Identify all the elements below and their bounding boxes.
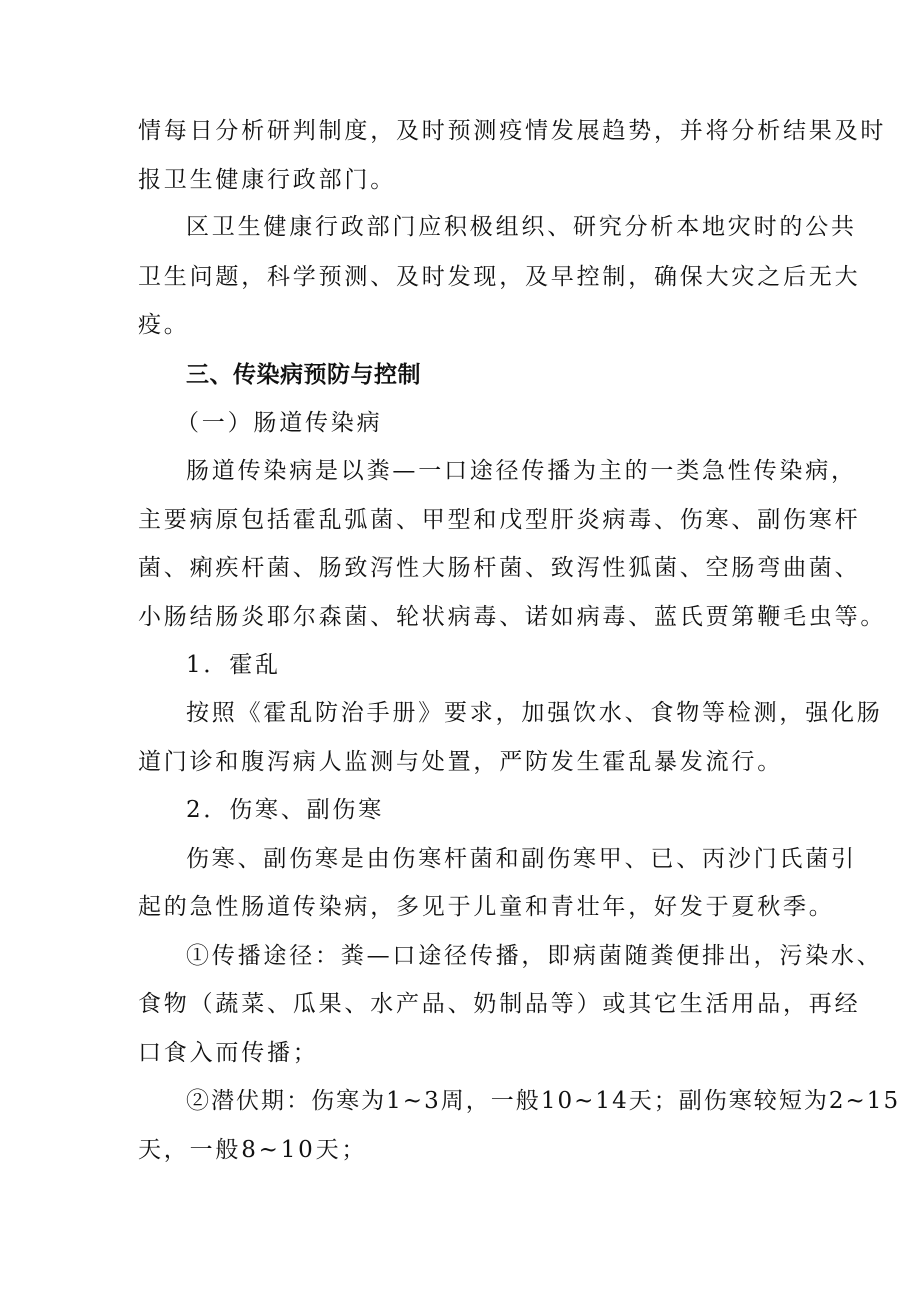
paragraph-line: 肠道传染病是以粪—一口途径传播为主的一类急性传染病， <box>186 458 857 484</box>
paragraph-line: 小肠结肠炎耶尔森菌、轮状病毒、诺如病毒、蓝氏贾第鞭毛虫等。 <box>138 604 887 630</box>
paragraph-line: 按照《霍乱防治手册》要求，加强饮水、食物等检测，强化肠 <box>186 700 883 726</box>
paragraph-line: 伤寒、副伤寒是由伤寒杆菌和副伤寒甲、已、丙沙门氏菌引 <box>186 846 857 872</box>
paragraph-line: 卫生问题，科学预测、及时发现，及早控制，确保大灾之后无大 <box>138 264 861 290</box>
paragraph-line: 疫。 <box>138 312 190 338</box>
subsection-heading: （一）肠道传染病 <box>176 410 383 436</box>
paragraph-line: 食物（蔬菜、瓜果、水产品、奶制品等）或其它生活用品，再经 <box>138 991 861 1017</box>
paragraph-line: ②潜伏期：伤寒为1~3周，一般10~14天；副伤寒较短为2~15 <box>186 1088 901 1114</box>
paragraph-line: 主要病原包括霍乱弧菌、甲型和戊型肝炎病毒、伤寒、副伤寒杆 <box>138 507 861 533</box>
section-heading: 三、传染病预防与控制 <box>186 362 421 388</box>
paragraph-line: 天，一般8~10天； <box>138 1137 368 1163</box>
paragraph-line: 道门诊和腹泻病人监测与处置，严防发生霍乱暴发流行。 <box>138 749 783 775</box>
paragraph-line: 菌、痢疾杆菌、肠致泻性大肠杆菌、致泻性狐菌、空肠弯曲菌、 <box>138 555 861 581</box>
paragraph-line: 区卫生健康行政部门应积极组织、研究分析本地灾时的公共 <box>186 214 857 240</box>
paragraph-line: 报卫生健康行政部门。 <box>138 167 396 193</box>
paragraph-line: 口食入而传播； <box>138 1040 319 1066</box>
paragraph-line: 情每日分析研判制度，及时预测疫情发展趋势，并将分析结果及时 <box>138 118 887 144</box>
item-heading: 1．霍乱 <box>186 652 281 678</box>
paragraph-line: ①传播途径：粪—口途径传播，即病菌随粪便排出，污染水、 <box>186 943 883 969</box>
paragraph-line: 起的急性肠道传染病，多见于儿童和青壮年，好发于夏秋季。 <box>138 894 835 920</box>
item-heading: 2．伤寒、副伤寒 <box>186 797 385 823</box>
